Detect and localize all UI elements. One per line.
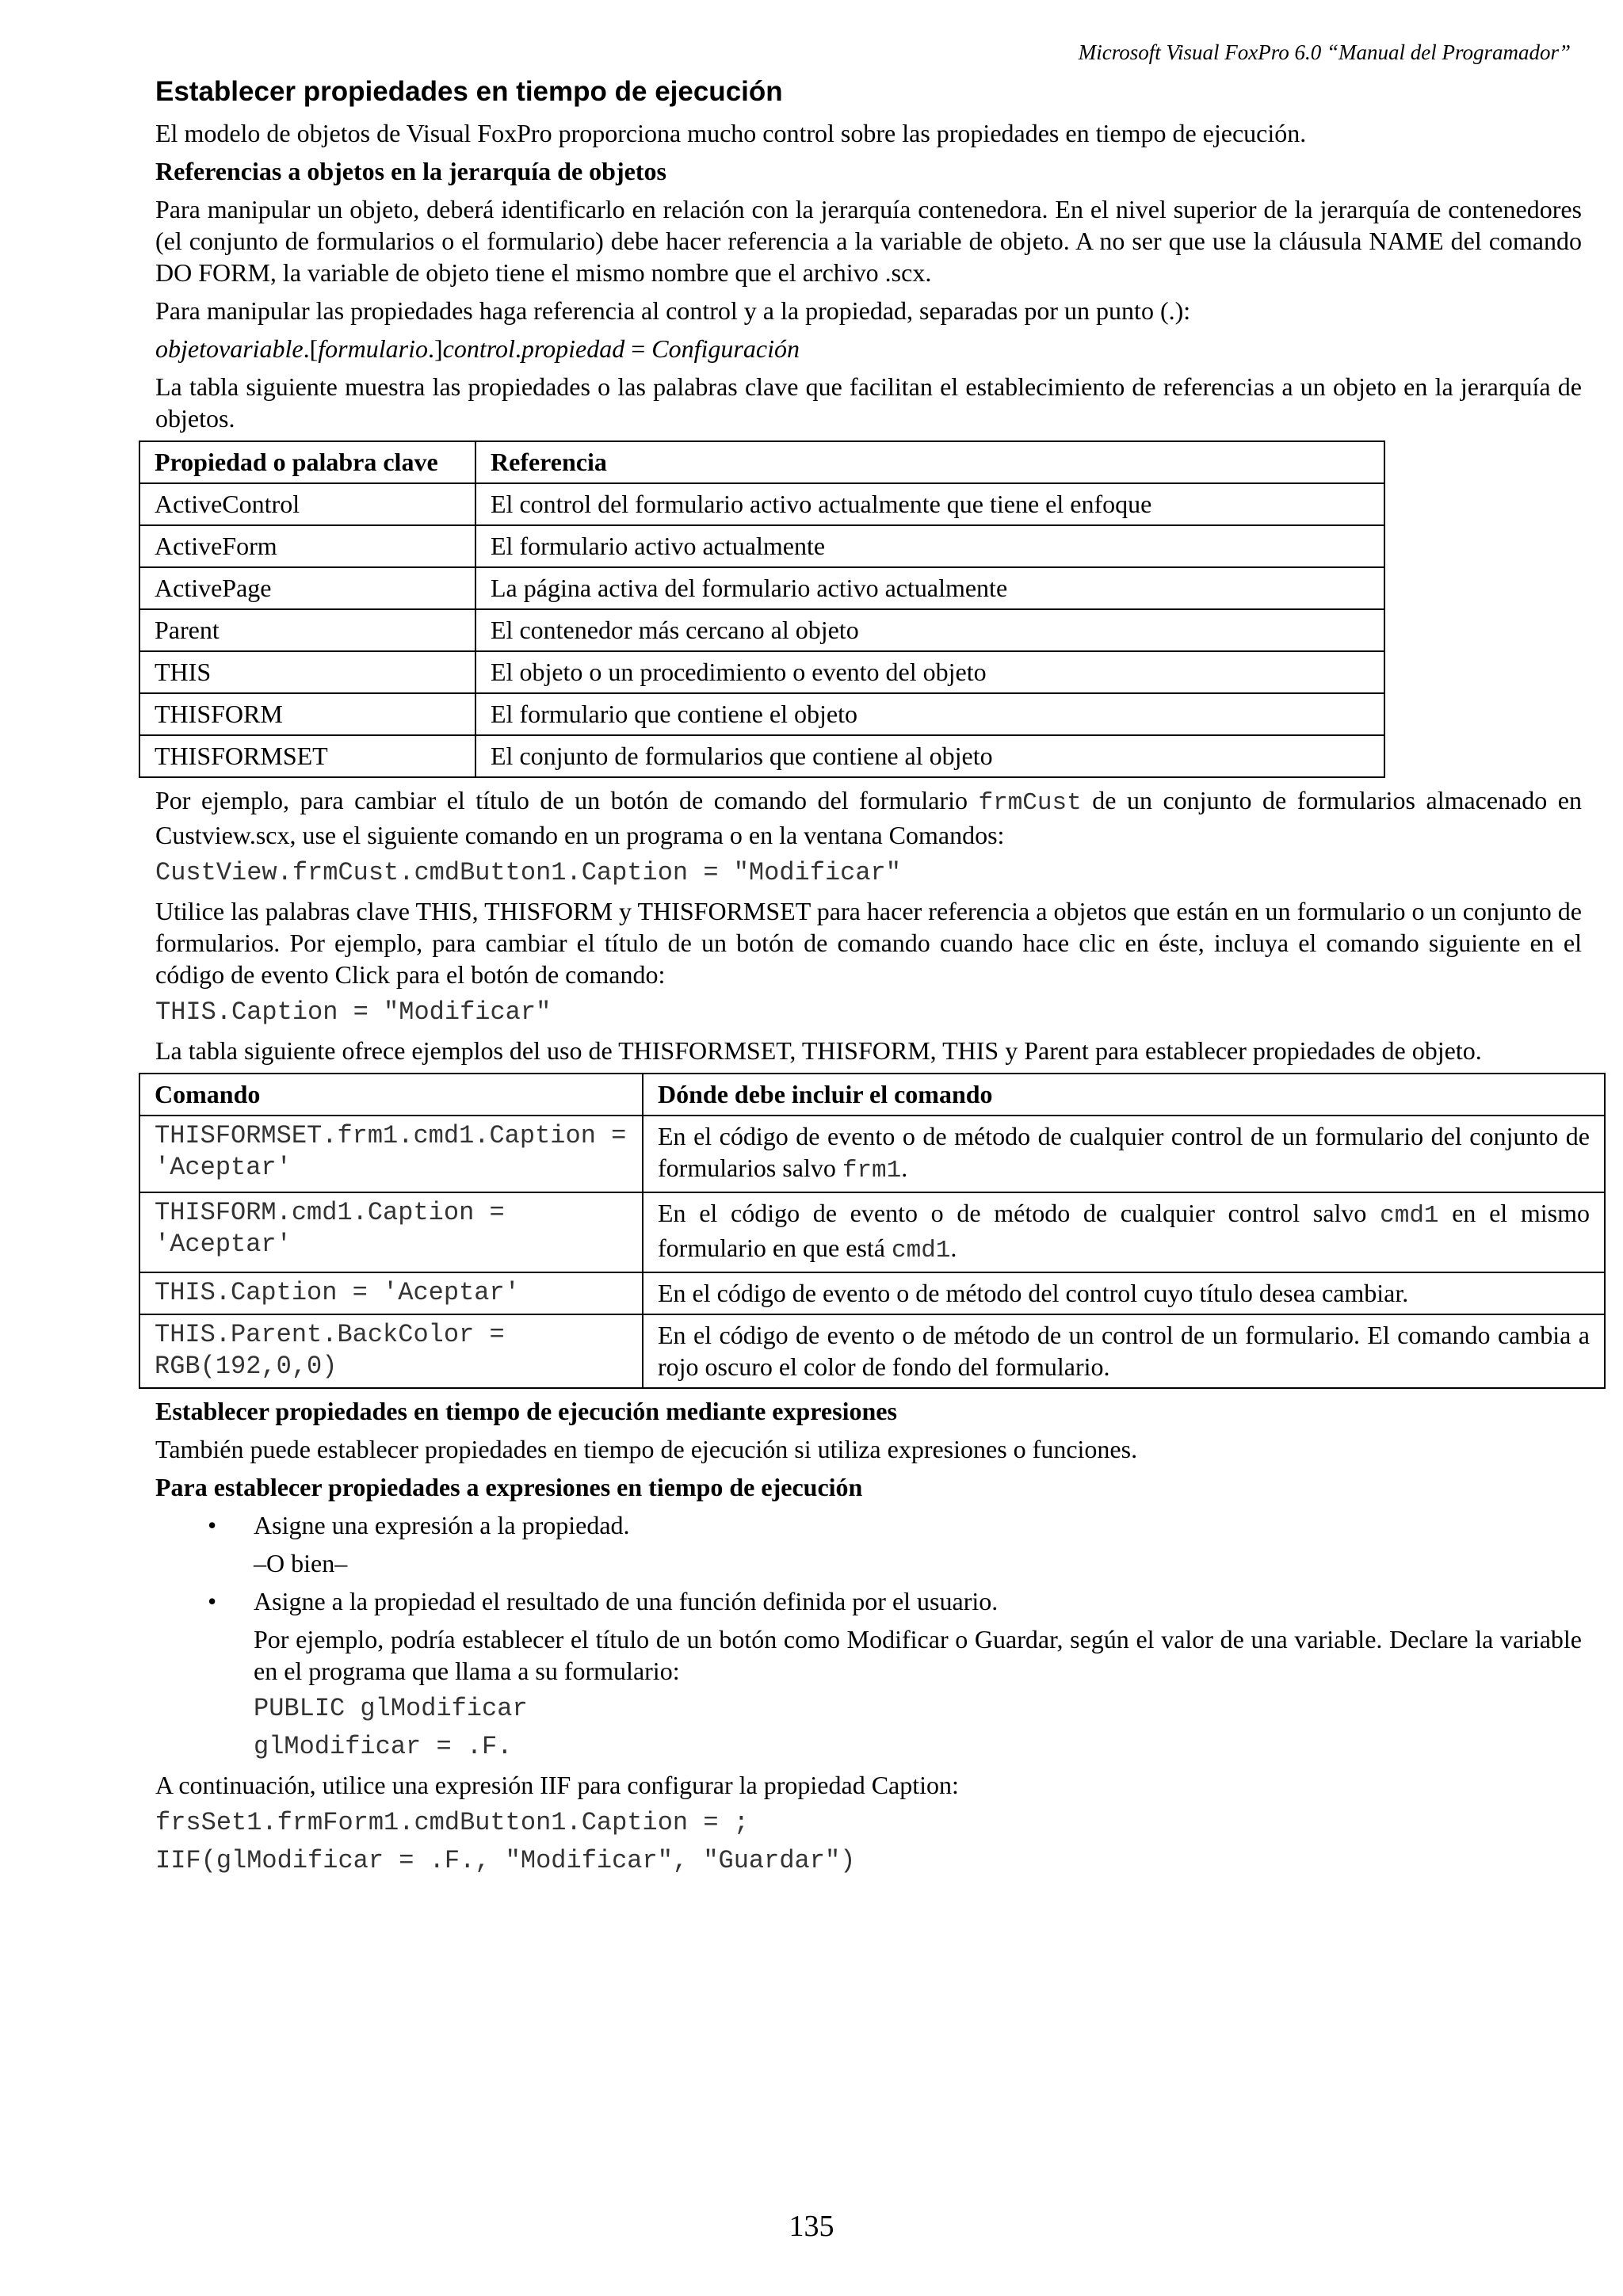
table-row — [139, 567, 1384, 609]
syntax-bracket-close: .] — [427, 334, 443, 363]
table-cell: Parent — [139, 609, 475, 651]
column-header: Referencia — [475, 441, 1384, 483]
running-header: Microsoft Visual FoxPro 6.0 “Manual del Programador” — [1078, 40, 1571, 64]
table-header-row — [139, 1074, 1605, 1116]
bullet-detail-paragraph: Por ejemplo, podría establecer el título de un botón como Modificar o Guardar, según el valor de una variable. Declare la variable en el programa que llama a su formulario: — [254, 1625, 1582, 1685]
list-item-text: Asigne una expresión a la propiedad. — [254, 1511, 630, 1539]
column-header: Comando — [139, 1074, 643, 1116]
table-intro-paragraph: La tabla siguiente ofrece ejemplos del uso de THISFORMSET, THISFORM, THIS y Parent para establecer propiedades de objeto. — [155, 1036, 1482, 1065]
syntax-objectvariable: objetovariable — [155, 334, 304, 363]
cell-text: En el código de evento o de método de cualquier control salvo — [658, 1199, 1381, 1227]
example-text-before: Por ejemplo, para cambiar el título de un botón de comando del formulario — [155, 786, 979, 814]
command-cell: THISFORM.cmd1.Caption = 'Aceptar' — [139, 1192, 643, 1272]
table-row — [139, 609, 1384, 651]
code-line: THIS.Caption = "Modificar" — [155, 997, 552, 1027]
section-title: Establecer propiedades en tiempo de ejecución — [155, 76, 783, 107]
code-line: glModificar = .F. — [254, 1732, 513, 1761]
column-header: Propiedad o palabra clave — [139, 441, 475, 483]
bullet-icon: • — [208, 1511, 217, 1539]
iif-paragraph: A continuación, utilice una expresión IIF para configurar la propiedad Caption: — [155, 1771, 959, 1799]
keywords-paragraph: Utilice las palabras clave THIS, THISFORM y THISFORMSET para hacer referencia a objetos que están en un formulario o un conjunto de formularios. Por ejemplo, para cambiar el título de un botón de comando cuando hace clic en éste, incluya el comando siguiente en el código de evento Click para el botón de comando: — [155, 897, 1582, 989]
example-paragraph-1 — [155, 784, 1582, 851]
table-cell: THISFORMSET — [139, 735, 475, 777]
intro-paragraph: El modelo de objetos de Visual FoxPro proporciona mucho control sobre las propiedades en tiempo de ejecución. — [155, 119, 1307, 147]
references-table — [139, 441, 1385, 778]
syntax-control: control — [442, 334, 515, 363]
table-cell: ActivePage — [139, 567, 475, 609]
table-row — [139, 693, 1384, 735]
location-cell — [643, 1314, 1605, 1388]
table-cell: ActiveControl — [139, 483, 475, 525]
code-line: CustView.frmCust.cmdButton1.Caption = "Modificar" — [155, 858, 901, 887]
reference-syntax — [155, 333, 1582, 364]
cell-text: En el código de evento o de método de un control de un formulario. El comando cambia a rojo oscuro el color de fondo del formulario. — [658, 1321, 1590, 1381]
table-row — [139, 1314, 1605, 1388]
page-number: 135 — [789, 2210, 834, 2243]
table-cell: El objeto o un procedimiento o evento del objeto — [475, 651, 1384, 693]
table-row — [139, 483, 1384, 525]
expressions-paragraph: También puede establecer propiedades en tiempo de ejecución si utiliza expresiones o funciones. — [155, 1435, 1138, 1463]
references-paragraph-2: Para manipular las propiedades haga referencia al control y a la propiedad, separadas por un punto (.): — [155, 296, 1191, 325]
syntax-setting: Configuración — [651, 334, 800, 363]
syntax-dot: . — [514, 334, 521, 363]
code-line: frsSet1.frmForm1.cmdButton1.Caption = ; — [155, 1808, 749, 1837]
inline-code: frmCust — [978, 789, 1082, 817]
page-content — [155, 73, 1591, 1883]
procedure-heading: Para establecer propiedades a expresiones en tiempo de ejecución — [155, 1473, 863, 1501]
syntax-equals: = — [624, 334, 652, 363]
procedure-steps-continued — [155, 1585, 1582, 1617]
inline-code: cmd1 — [1380, 1202, 1439, 1230]
cell-text: en el mismo formulario en que está — [658, 1199, 1591, 1262]
bullet-icon: • — [208, 1587, 217, 1615]
location-cell — [643, 1116, 1605, 1192]
table-row — [139, 1272, 1605, 1314]
list-item-text: Asigne a la propiedad el resultado de una función definida por el usuario. — [254, 1587, 999, 1615]
location-cell — [643, 1192, 1605, 1272]
references-paragraph-1: Para manipular un objeto, deberá identificarlo en relación con la jerarquía contenedora. En el nivel superior de la jerarquía de contenedores (el conjunto de formularios o el formulario) debe hacer referencia a la variable de objeto. A no ser que use la cláusula NAME del comando DO FORM, la variable de objeto tiene el mismo nombre que el archivo .scx. — [155, 195, 1582, 287]
example-text-after: de un conjunto de formularios almacenado en Custview.scx, use el siguiente comando en un programa o en la ventana Comandos: — [155, 786, 1583, 849]
table-cell: El formulario que contiene el objeto — [475, 693, 1384, 735]
procedure-steps — [155, 1509, 1582, 1541]
list-item — [155, 1509, 1582, 1541]
command-cell: THIS.Caption = 'Aceptar' — [139, 1272, 643, 1314]
column-header: Dónde debe incluir el comando — [643, 1074, 1605, 1116]
commands-table — [139, 1073, 1606, 1389]
table-row — [139, 1192, 1605, 1272]
table-row — [139, 1116, 1605, 1192]
table-cell: El control del formulario activo actualmente que tiene el enfoque — [475, 483, 1384, 525]
table-cell: El conjunto de formularios que contiene al objeto — [475, 735, 1384, 777]
code-line: PUBLIC glModificar — [254, 1694, 528, 1723]
table-row — [139, 525, 1384, 567]
references-paragraph-3: La tabla siguiente muestra las propiedades o las palabras clave que facilitan el establecimiento de referencias a un objeto en la jerarquía de objetos. — [155, 372, 1582, 433]
syntax-bracket-open: .[ — [303, 334, 319, 363]
command-cell: THIS.Parent.BackColor = RGB(192,0,0) — [139, 1314, 643, 1388]
or-separator: –O bien– — [254, 1549, 348, 1577]
cell-text: En el código de evento o de método del control cuyo título desea cambiar. — [658, 1279, 1409, 1307]
subheading-object-references: Referencias a objetos en la jerarquía de objetos — [155, 157, 666, 185]
syntax-form: formulario — [318, 334, 428, 363]
cell-text: En el código de evento o de método de cualquier control de un formulario del conjunto de formularios salvo — [658, 1122, 1590, 1182]
syntax-property: propiedad — [521, 334, 625, 363]
table-cell: El contenedor más cercano al objeto — [475, 609, 1384, 651]
table-cell: ActiveForm — [139, 525, 475, 567]
table-cell: La página activa del formulario activo actualmente — [475, 567, 1384, 609]
location-cell — [643, 1272, 1605, 1314]
inline-code: frm1 — [842, 1157, 902, 1184]
list-item — [155, 1585, 1582, 1617]
table-header-row — [139, 441, 1384, 483]
command-cell: THISFORMSET.frm1.cmd1.Caption = 'Aceptar' — [139, 1116, 643, 1192]
table-cell: El formulario activo actualmente — [475, 525, 1384, 567]
subheading-expressions: Establecer propiedades en tiempo de ejecución mediante expresiones — [155, 1397, 897, 1425]
table-row — [139, 735, 1384, 777]
cell-text: . — [950, 1234, 957, 1262]
table-cell: THIS — [139, 651, 475, 693]
table-row — [139, 651, 1384, 693]
inline-code: cmd1 — [892, 1237, 951, 1264]
code-line: IIF(glModificar = .F., "Modificar", "Guardar") — [155, 1846, 856, 1875]
cell-text: . — [901, 1154, 908, 1182]
table-cell: THISFORM — [139, 693, 475, 735]
